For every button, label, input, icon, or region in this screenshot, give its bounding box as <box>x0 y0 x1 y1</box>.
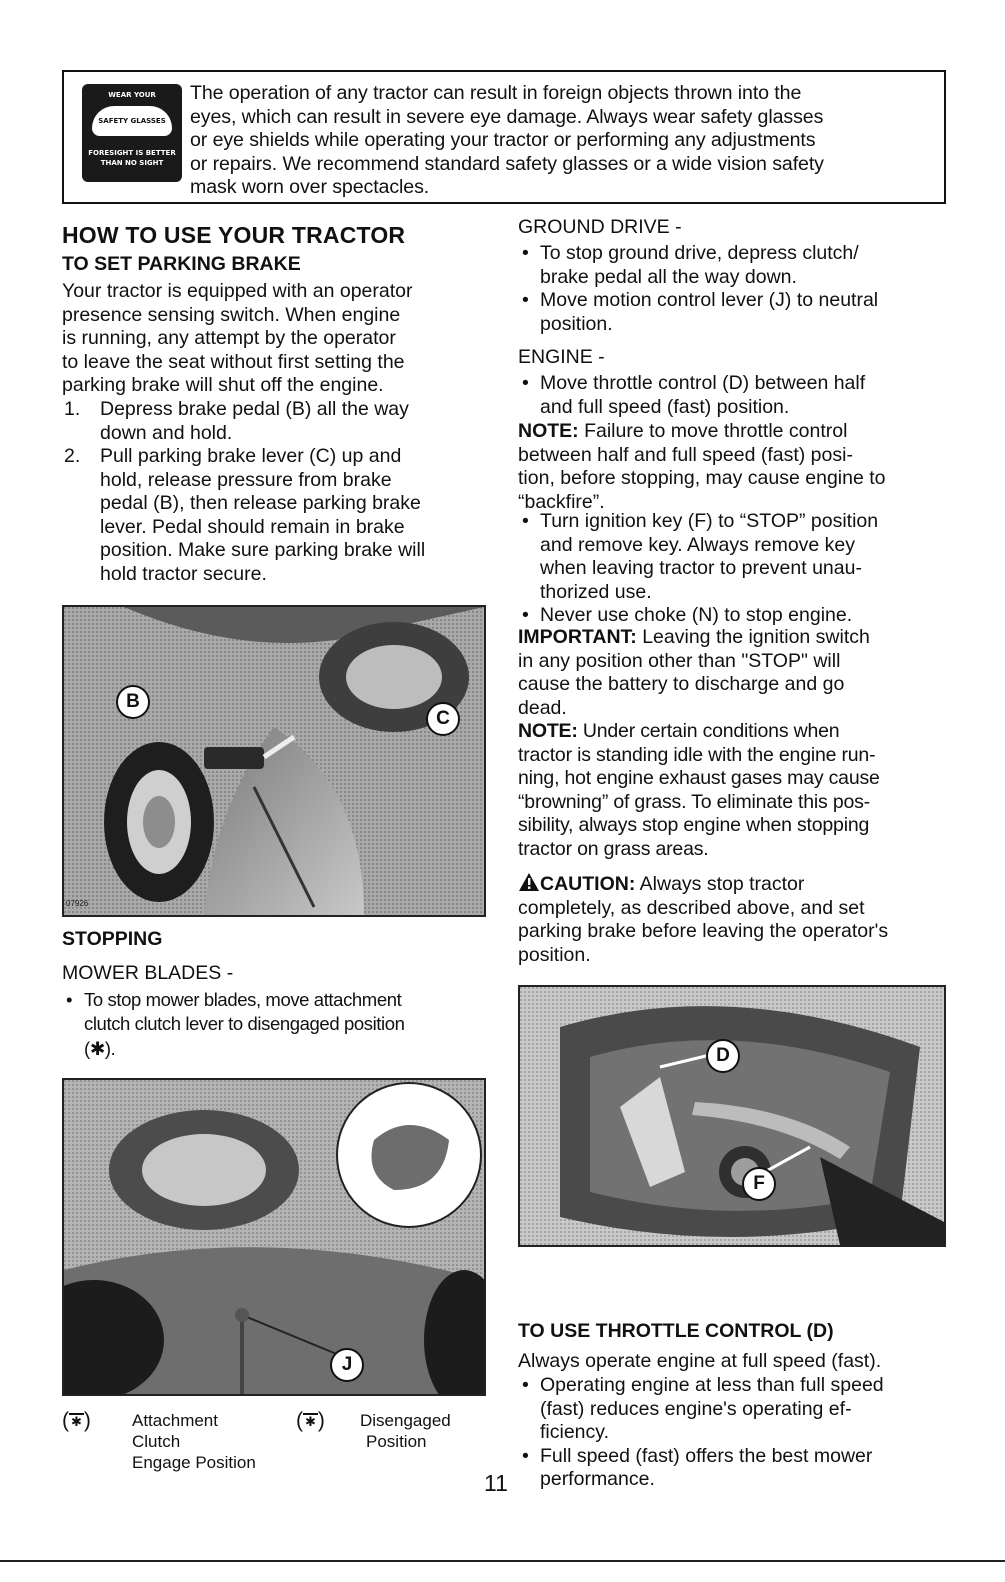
throttle-bullet-1: • Operating engine at less than full speed (fast) reduces engine's operating ef- ficiency. <box>518 1374 948 1445</box>
ground-drive-label: GROUND DRIVE - <box>518 216 682 238</box>
engine-bullet-choke: • Never use choke (N) to stop engine. <box>518 604 948 628</box>
clutch-disengage-symbol-icon: ( ✱) <box>296 1409 325 1432</box>
note-backfire: NOTE: Failure to move throttle control between half and full speed (fast) posi- tion, before stopping, may cause engine to “backfire”. <box>518 420 886 513</box>
important-note: IMPORTANT: Leaving the ignition switch in any position other than "STOP" will cause the battery to discharge and go dead. <box>518 626 870 719</box>
mower-blades-bullet: • To stop mower blades, move attachment clutch clutch lever to disengaged position (✱). <box>62 988 492 1061</box>
parking-brake-heading: TO SET PARKING BRAKE <box>62 253 301 275</box>
throttle-ignition-photo <box>518 985 946 1247</box>
parking-brake-steps <box>62 398 492 586</box>
ground-drive-list <box>518 242 948 336</box>
callout-d: D <box>706 1039 740 1073</box>
throttle-list <box>518 1374 948 1492</box>
caution-note: CAUTION: Always stop tractor completely, as described above, and set parking brake before leaving the operator's position. <box>518 873 889 966</box>
page-number: 11 <box>484 1470 508 1496</box>
engine-list-2 <box>518 510 948 628</box>
legend-engage: ( ✱) Attachment Clutch Engage Position <box>62 1409 256 1472</box>
callout-c: C <box>426 702 460 736</box>
section-title: HOW TO USE YOUR TRACTOR <box>62 222 406 248</box>
legend-disengage: ( ✱) Disengaged Position <box>296 1409 451 1451</box>
engine-bullet-1: • Move throttle control (D) between half and full speed (fast) position. <box>518 372 948 419</box>
mower-blades-label: MOWER BLADES - <box>62 962 234 984</box>
parking-brake-intro: Your tractor is equipped with an operator presence sensing switch. When engine is running, any attempt by the operator to leave the seat without first setting the parking brake will shut off the engine. <box>62 280 413 396</box>
parking-brake-illustration <box>64 607 484 915</box>
ground-drive-bullet-1: • To stop ground drive, depress clutch/ brake pedal all the way down. <box>518 242 948 289</box>
throttle-heading: TO USE THROTTLE CONTROL (D) <box>518 1320 834 1342</box>
caution-triangle-icon <box>518 872 540 892</box>
step-2: 2. Pull parking brake lever (C) up and hold, release pressure from brake pedal (B), then release parking brake lever. Pedal should remain in brake position. Make sure parking brake will hold tractor secure. <box>64 445 426 585</box>
safety-glasses-icon: WEAR YOUR SAFETY GLASSES FORESIGHT IS BETTER THAN NO SIGHT <box>82 84 182 182</box>
callout-b: B <box>116 685 150 719</box>
parking-brake-photo <box>62 605 486 917</box>
bottom-rule <box>0 1560 1005 1562</box>
throttle-intro: Always operate engine at full speed (fast). <box>518 1350 882 1372</box>
callout-j: J <box>330 1348 364 1382</box>
clutch-engage-symbol-icon: ( ✱) <box>62 1409 91 1432</box>
throttle-bullet-2: • Full speed (fast) offers the best mower performance. <box>518 1445 948 1492</box>
safety-glasses-warning <box>62 70 946 204</box>
throttle-ignition-illustration <box>520 987 944 1245</box>
ground-drive-bullet-2: • Move motion control lever (J) to neutral position. <box>518 289 948 336</box>
mower-blades-list <box>62 988 492 1061</box>
attachment-clutch-illustration <box>64 1080 484 1394</box>
attachment-clutch-photo <box>62 1078 486 1396</box>
step-1: 1. Depress brake pedal (B) all the way down and hold. <box>64 398 409 444</box>
stopping-heading: STOPPING <box>62 928 163 950</box>
engine-label: ENGINE - <box>518 346 605 368</box>
photo-code: 07926 <box>66 899 89 908</box>
engine-list-1 <box>518 372 948 419</box>
note-browning: NOTE: Under certain conditions when tractor is standing idle with the engine run- ning, hot engine exhaust gases may cause “browning” of grass. To eliminate this pos- sibility, always stop engine when stopping tractor on grass areas. <box>518 720 880 860</box>
engine-bullet-ignition: • Turn ignition key (F) to “STOP” position and remove key. Always remove key when leaving tractor to prevent unau- thorized use. <box>518 510 948 604</box>
callout-f: F <box>742 1167 776 1201</box>
warning-text: The operation of any tractor can result in foreign objects thrown into the eyes, which can result in severe eye damage. Always wear safety glasses or eye shields while operating your tractor or performing any adjustments or repairs. We recommend standard safety glasses or a wide vision safety mask worn over spectacles. <box>190 82 824 198</box>
